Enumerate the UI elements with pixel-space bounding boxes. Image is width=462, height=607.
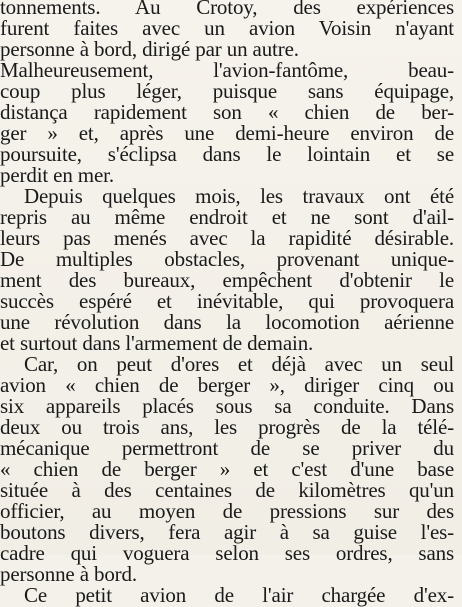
text-line: mécanique permettront de se priver du xyxy=(0,436,454,460)
text-line: poursuite, s'éclipsa dans le lointain et se xyxy=(0,142,454,166)
text-line-cut-off: Ce petit avion de l'air chargée d'ex- xyxy=(24,583,454,607)
text-line: cadre qui voguera selon ses ordres, sans xyxy=(0,541,454,565)
text-line: boutons divers, fera agir à sa guise l'es- xyxy=(0,520,454,544)
text-line: Car, on peut d'ores et déjà avec un seul xyxy=(24,352,454,376)
text-line: leurs pas menés avec la rapidité désirable. xyxy=(0,226,454,250)
text-line: perdit en mer. xyxy=(0,163,114,187)
text-line: Depuis quelques mois, les travaux ont été xyxy=(24,184,454,208)
text-line: succès espéré et inévitable, qui provoquera xyxy=(0,289,454,313)
text-line: repris au même endroit et ne sont d'ail- xyxy=(0,205,454,229)
text-line: ger » et, après une demi-heure environ de xyxy=(0,121,454,145)
text-line: « chien de berger » et c'est d'une base xyxy=(0,457,454,481)
text-line: officier, au moyen de pressions sur des xyxy=(0,499,454,523)
text-line: et surtout dans l'armement de demain. xyxy=(0,331,314,355)
text-line: personne à bord, dirigé par un autre. xyxy=(0,37,299,61)
text-line: ment des bureaux, empêchent d'obtenir le xyxy=(0,268,454,292)
text-line: deux ou trois ans, les progrès de la télé- xyxy=(0,415,454,439)
text-line: personne à bord. xyxy=(0,562,137,586)
text-line: une révolution dans la locomotion aérienne xyxy=(0,310,454,334)
text-line: six appareils placés sous sa conduite. Dans xyxy=(0,394,454,418)
text-line: coup plus léger, puisque sans équipage, xyxy=(0,79,454,103)
text-line: furent faites avec un avion Voisin n'ayant xyxy=(0,16,454,40)
text-line: Malheureusement, l'avion-fantôme, beau- xyxy=(0,58,454,82)
text-line: avion « chien de berger », diriger cinq ou xyxy=(0,373,454,397)
text-line: distança rapidement son « chien de ber- xyxy=(0,100,454,124)
text-line: De multiples obstacles, provenant unique- xyxy=(0,247,454,271)
text-line: située à des centaines de kilomètres qu'un xyxy=(0,478,454,502)
text-line: tonnements. Au Crotoy, des expériences xyxy=(0,0,454,19)
